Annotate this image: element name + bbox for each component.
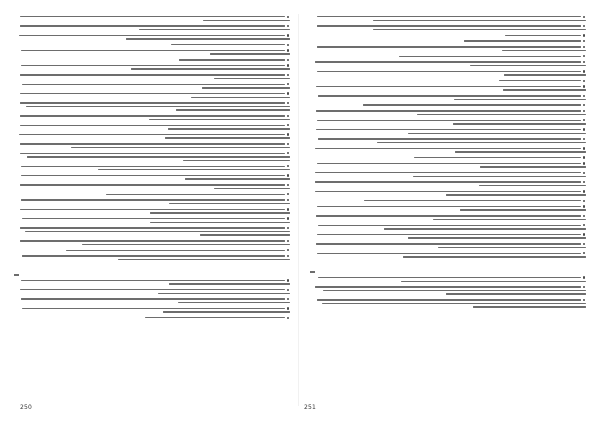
- paragraph: [14, 115, 290, 122]
- paragraph: [310, 277, 586, 284]
- text-line: [20, 153, 285, 154]
- paragraph: [310, 243, 586, 250]
- text-line: [317, 206, 581, 207]
- text-line: [318, 277, 581, 278]
- paragraph: [310, 16, 586, 23]
- paragraph: [310, 25, 586, 32]
- paragraph: [310, 71, 586, 78]
- paragraph: [14, 199, 290, 206]
- text-line: [145, 317, 285, 318]
- paragraph: [14, 280, 290, 287]
- text-line: [118, 259, 290, 260]
- text-line: [150, 212, 290, 213]
- text-line: [27, 156, 290, 157]
- paragraph: [14, 317, 290, 321]
- text-line: [169, 203, 290, 204]
- paragraph: [14, 184, 290, 191]
- text-line: [22, 218, 285, 219]
- text-line: [446, 194, 586, 195]
- text-line: [139, 29, 290, 30]
- paragraph: [14, 50, 290, 57]
- paragraph: [310, 215, 586, 222]
- paragraph: [14, 298, 290, 305]
- page-gutter: [298, 14, 299, 406]
- text-line: [179, 59, 285, 60]
- text-line: [176, 109, 290, 110]
- text-line: [373, 29, 586, 30]
- paragraph: [14, 240, 290, 247]
- text-line: [82, 244, 290, 245]
- text-line: [315, 61, 581, 62]
- paragraph: [14, 84, 290, 91]
- paragraph: [14, 125, 290, 132]
- text-line: [315, 148, 581, 149]
- text-line: [384, 228, 586, 229]
- paragraph: [310, 104, 586, 108]
- text-line: [438, 247, 586, 248]
- text-line: [317, 299, 581, 300]
- text-line: [473, 306, 586, 307]
- text-line: [20, 143, 285, 144]
- text-line: [165, 137, 290, 138]
- text-line: [214, 188, 290, 189]
- text-line: [315, 172, 581, 173]
- paragraph: [310, 95, 586, 102]
- paragraph: [310, 86, 586, 93]
- section-gap: [310, 262, 586, 268]
- text-line: [317, 253, 581, 254]
- paragraph: [310, 163, 586, 170]
- paragraph: [310, 129, 586, 136]
- paragraph: [310, 253, 586, 260]
- text-line: [403, 256, 586, 257]
- footnote-separator: [14, 274, 19, 276]
- paragraph: [14, 74, 290, 81]
- paragraph: [14, 16, 290, 23]
- text-line: [26, 106, 290, 107]
- text-line: [178, 302, 290, 303]
- text-line: [20, 289, 285, 290]
- text-line: [413, 176, 586, 177]
- paragraph: [310, 299, 586, 310]
- text-line: [20, 240, 285, 241]
- text-line: [168, 128, 290, 129]
- text-line: [317, 46, 581, 47]
- text-line: [316, 129, 581, 130]
- text-line: [460, 209, 586, 210]
- paragraph: [14, 93, 290, 100]
- text-line: [131, 68, 290, 69]
- paragraph: [310, 200, 586, 204]
- page-number-right: 251: [304, 404, 317, 411]
- text-line: [401, 281, 586, 282]
- text-line: [315, 181, 581, 182]
- text-line: [19, 134, 285, 135]
- text-line: [98, 169, 290, 170]
- paragraph: [14, 289, 290, 296]
- text-line: [203, 20, 290, 21]
- text-line: [363, 104, 581, 105]
- text-line: [19, 35, 285, 36]
- text-line: [364, 200, 581, 201]
- text-line: [21, 50, 285, 51]
- text-line: [318, 138, 581, 139]
- text-line: [20, 209, 285, 210]
- text-line: [20, 16, 285, 17]
- text-line: [20, 93, 285, 94]
- paragraph: [14, 255, 290, 262]
- paragraph: [14, 44, 290, 48]
- text-line: [408, 133, 586, 134]
- paragraph: [14, 209, 290, 216]
- paragraph: [310, 181, 586, 188]
- text-line: [25, 231, 290, 232]
- paragraph: [310, 157, 586, 161]
- text-line: [317, 120, 581, 121]
- text-line: [318, 95, 581, 96]
- paragraph: [14, 134, 290, 141]
- text-line: [210, 53, 290, 54]
- paragraph: [14, 175, 290, 182]
- right-page-text-block: [310, 16, 586, 310]
- paragraph: [310, 148, 586, 155]
- text-line: [317, 71, 581, 72]
- text-line: [191, 97, 290, 98]
- text-line: [21, 280, 285, 281]
- paragraph: [14, 218, 290, 225]
- text-line: [20, 74, 285, 75]
- paragraph: [14, 166, 290, 173]
- paragraph: [310, 80, 586, 84]
- text-line: [470, 65, 586, 66]
- text-line: [66, 250, 285, 251]
- paragraph: [310, 286, 586, 297]
- page-number-left: 250: [20, 404, 33, 411]
- text-line: [453, 123, 586, 124]
- text-line: [499, 80, 581, 81]
- text-line: [202, 87, 290, 88]
- paragraph: [14, 102, 290, 113]
- text-line: [433, 219, 586, 220]
- text-line: [158, 293, 290, 294]
- text-line: [126, 38, 290, 39]
- text-line: [315, 191, 581, 192]
- text-line: [317, 16, 581, 17]
- paragraph: [310, 172, 586, 179]
- text-line: [20, 125, 285, 126]
- text-line: [200, 234, 290, 235]
- text-line: [214, 78, 290, 79]
- paragraph: [310, 206, 586, 213]
- text-line: [20, 115, 285, 116]
- text-line: [480, 166, 586, 167]
- text-line: [185, 178, 290, 179]
- paragraph: [14, 25, 290, 32]
- text-line: [149, 119, 290, 120]
- paragraph: [310, 46, 586, 53]
- text-line: [316, 215, 581, 216]
- text-line: [21, 175, 285, 176]
- right-page: [310, 16, 586, 404]
- paragraph: [14, 194, 290, 198]
- text-line: [71, 147, 290, 148]
- text-line: [316, 110, 581, 111]
- text-line: [150, 222, 290, 223]
- text-line: [373, 20, 586, 21]
- paragraph: [310, 40, 586, 44]
- text-line: [464, 40, 581, 41]
- text-line: [20, 102, 285, 103]
- text-line: [446, 293, 586, 294]
- text-line: [315, 286, 581, 287]
- text-line: [408, 237, 586, 238]
- text-line: [317, 163, 581, 164]
- text-line: [22, 308, 285, 309]
- left-page-text-block: [14, 16, 290, 321]
- paragraph: [14, 250, 290, 254]
- text-line: [417, 114, 586, 115]
- paragraph: [310, 56, 586, 60]
- paragraph: [14, 35, 290, 42]
- text-line: [455, 151, 586, 152]
- paragraph: [310, 110, 586, 117]
- paragraph: [310, 35, 586, 39]
- text-line: [20, 184, 285, 185]
- text-line: [322, 303, 586, 304]
- text-line: [22, 84, 285, 85]
- footnote-separator: [310, 271, 315, 273]
- left-page: [14, 16, 290, 404]
- paragraph: [14, 153, 290, 164]
- text-line: [454, 99, 586, 100]
- text-line: [479, 185, 586, 186]
- section-gap: [14, 265, 290, 271]
- text-line: [20, 227, 285, 228]
- text-line: [21, 298, 285, 299]
- text-line: [502, 50, 586, 51]
- paragraph: [310, 138, 586, 145]
- text-line: [21, 199, 285, 200]
- text-line: [317, 234, 581, 235]
- text-line: [21, 166, 285, 167]
- paragraph: [310, 120, 586, 127]
- text-line: [505, 35, 581, 36]
- text-line: [318, 225, 581, 226]
- paragraph: [310, 234, 586, 241]
- text-line: [106, 194, 285, 195]
- text-line: [21, 65, 285, 66]
- text-line: [169, 283, 290, 284]
- paragraph: [14, 143, 290, 150]
- paragraph: [14, 308, 290, 315]
- paragraph: [310, 61, 586, 68]
- text-line: [316, 243, 581, 244]
- text-line: [504, 74, 586, 75]
- text-line: [323, 290, 586, 291]
- text-line: [163, 311, 290, 312]
- text-line: [399, 56, 581, 57]
- text-line: [183, 160, 290, 161]
- paragraph: [14, 227, 290, 238]
- paragraph: [14, 65, 290, 72]
- text-line: [503, 89, 586, 90]
- text-line: [414, 157, 581, 158]
- text-line: [317, 25, 581, 26]
- text-line: [377, 142, 586, 143]
- text-line: [316, 86, 581, 87]
- text-line: [22, 255, 285, 256]
- text-line: [20, 25, 285, 26]
- paragraph: [14, 59, 290, 63]
- paragraph: [310, 225, 586, 232]
- paragraph: [310, 191, 586, 198]
- text-line: [171, 44, 285, 45]
